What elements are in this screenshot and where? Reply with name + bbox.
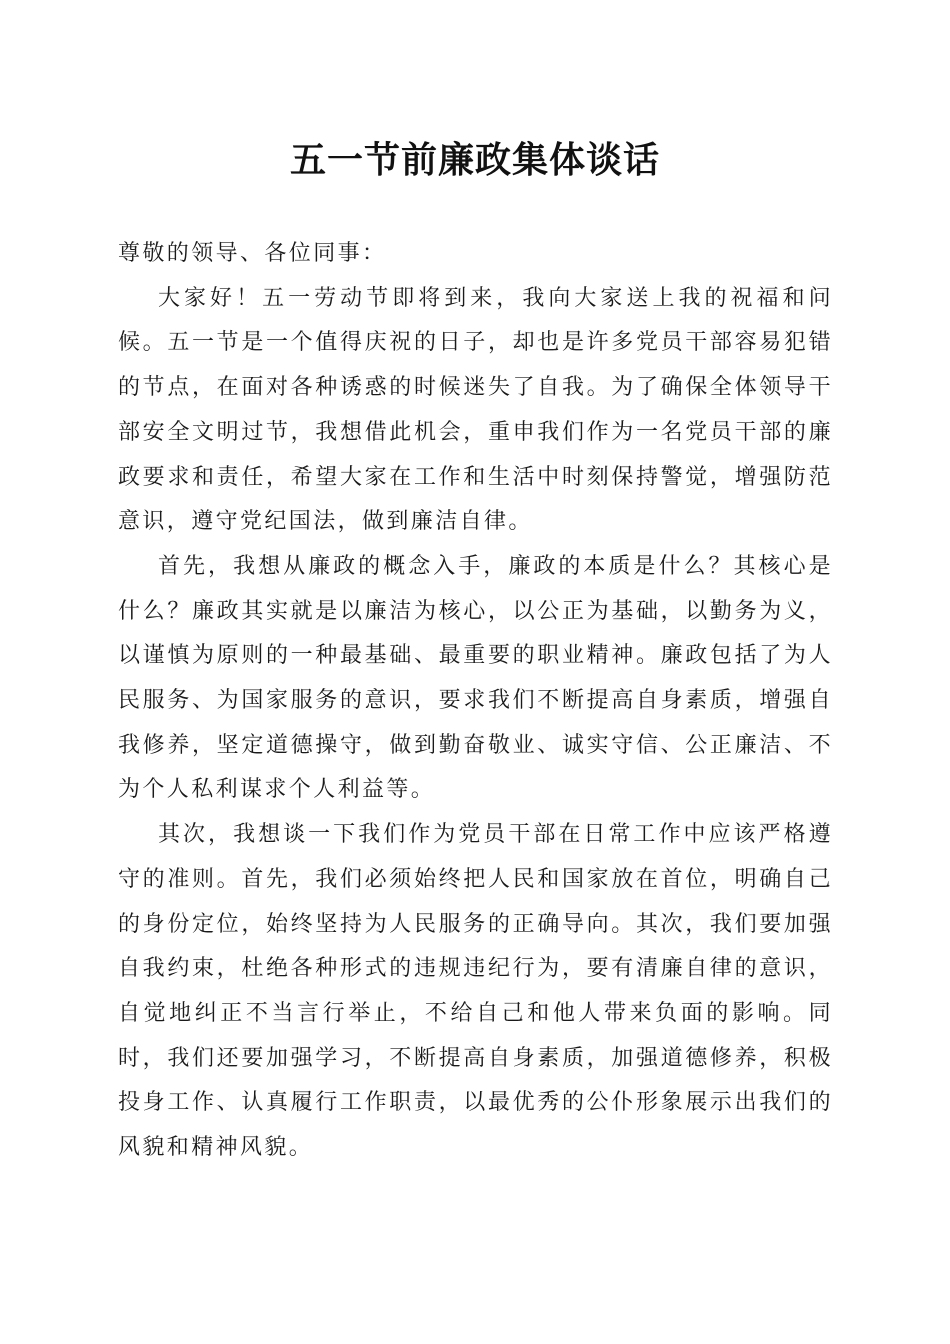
document-title: 五一节前廉政集体谈话 — [289, 139, 660, 181]
paragraph-principles: 其次，我想谈一下我们作为党员干部在日常工作中应该严格遵守的准则。首先，我们必须始终把人民和国家放在首位，明确自己的身份定位，始终坚持为人民服务的正确导向。其次，我们要加强自我约束，杜绝各种形式的违规违纪行为，要有清廉自律的意识，自觉地纠正不当言行举止，不给自己和他人带来负面的影响。同时，我们还要加强学习，不断提高自身素质，加强道德修养，积极投身工作、认真履行工作职责，以最优秀的公仆形象展示出我们的风貌和精神风貌。 — [118, 822, 833, 1161]
salutation: 尊敬的领导、各位同事： — [118, 241, 387, 266]
document-body — [118, 232, 833, 1171]
paragraph-greeting: 大家好！五一劳动节即将到来，我向大家送上我的祝福和问候。五一节是一个值得庆祝的日子，却也是许多党员干部容易犯错的节点，在面对各种诱惑的时候迷失了自我。为了确保全体领导干部安全文明过节，我想借此机会，重申我们作为一名党员干部的廉政要求和责任，希望大家在工作和生活中时刻保持警觉，增强防范意识，遵守党纪国法，做到廉洁自律。 — [118, 285, 833, 535]
paragraph-concept: 首先，我想从廉政的概念入手，廉政的本质是什么？其核心是什么？廉政其实就是以廉洁为核心，以公正为基础，以勤务为义，以谨慎为原则的一种最基础、最重要的职业精神。廉政包括了为人民服务、为国家服务的意识，要求我们不断提高自身素质，增强自我修养，坚定道德操守，做到勤奋敬业、诚实守信、公正廉洁、不为个人私利谋求个人利益等。 — [118, 553, 833, 803]
